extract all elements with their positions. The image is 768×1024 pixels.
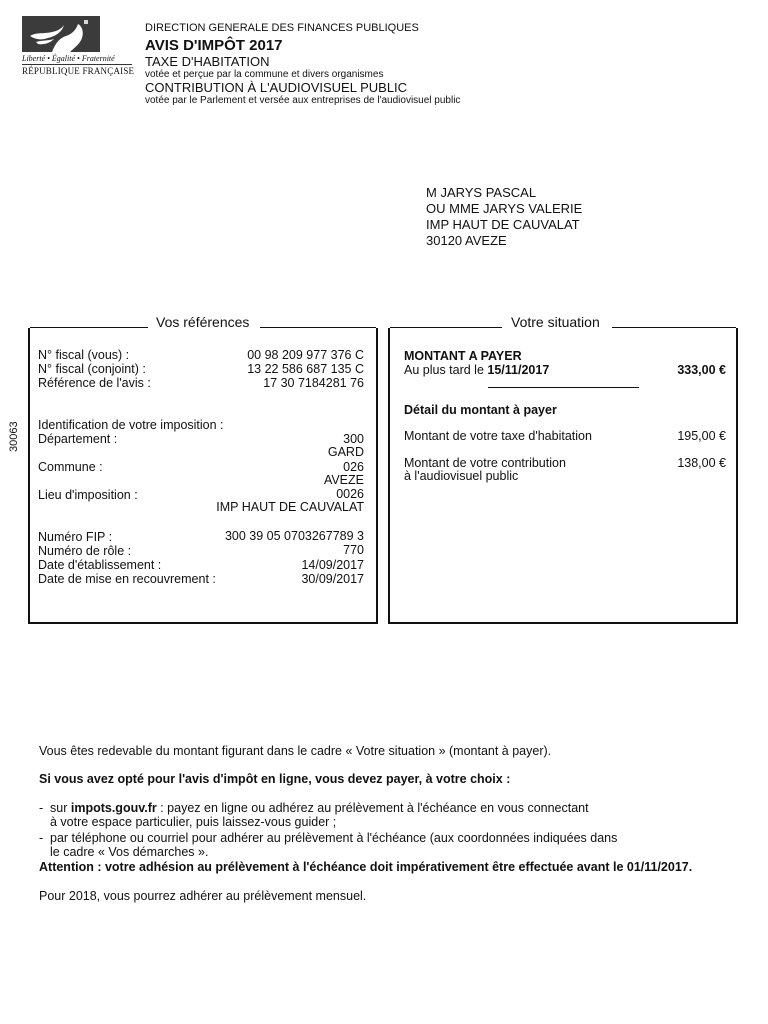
fiscal-you-value: 00 98 209 977 376 C bbox=[247, 348, 364, 362]
recouv-value: 30/09/2017 bbox=[301, 572, 364, 586]
th-label: Montant de votre taxe d'habitation bbox=[404, 429, 592, 443]
monthly-paragraph: Pour 2018, vous pourrez adhérer au prélèvement mensuel. bbox=[39, 889, 367, 903]
address-line: 30120 AVEZE bbox=[426, 233, 507, 248]
redevable-paragraph: Vous êtes redevable du montant figurant dans le cadre « Votre situation » (montant à payer). bbox=[39, 744, 552, 758]
logo-motto: Liberté • Égalité • Fraternité bbox=[22, 54, 115, 63]
direction-name: DIRECTION GENERALE DES FINANCES PUBLIQUES bbox=[145, 22, 419, 34]
fiscal-you-label: N° fiscal (vous) : bbox=[38, 348, 130, 362]
department-label: Département : bbox=[38, 432, 118, 446]
page-title: AVIS D'IMPÔT 2017 bbox=[145, 37, 283, 54]
bullet-2-cont: le cadre « Vos démarches ». bbox=[50, 845, 209, 859]
reference-value: 17 30 7184281 76 bbox=[263, 376, 364, 390]
fip-value: 300 39 05 0703267789 3 bbox=[224, 529, 364, 543]
commune-name: AVEZE bbox=[323, 473, 364, 487]
etab-label: Date d'établissement : bbox=[38, 558, 162, 572]
side-code: 30063 bbox=[8, 421, 20, 452]
commune-label: Commune : bbox=[38, 460, 103, 474]
address-line: IMP HAUT DE CAUVALAT bbox=[426, 217, 580, 232]
th-amount: 195,00 € bbox=[677, 429, 726, 443]
republique-francaise-logo bbox=[22, 16, 135, 76]
due-date: 15/11/2017 bbox=[487, 363, 550, 377]
impots-link[interactable]: impots.gouv.fr bbox=[70, 801, 157, 815]
bullet-1 bbox=[50, 801, 589, 815]
recouv-label: Date de mise en recouvrement : bbox=[38, 572, 216, 586]
bullet-1-pre: sur bbox=[50, 801, 68, 815]
etab-value: 14/09/2017 bbox=[301, 558, 364, 572]
department-name: GARD bbox=[327, 445, 364, 459]
online-choice-paragraph: Si vous avez opté pour l'avis d'impôt en ligne, vous devez payer, à votre choix : bbox=[39, 772, 511, 786]
bullet-1-dash: - bbox=[39, 801, 44, 815]
cap-label-2: à l'audiovisuel public bbox=[404, 469, 519, 483]
recipient-address bbox=[426, 185, 582, 249]
detail-heading: Détail du montant à payer bbox=[404, 403, 557, 417]
fip-label: Numéro FIP : bbox=[38, 530, 113, 544]
document-header bbox=[145, 22, 460, 106]
amount-heading: MONTANT A PAYER bbox=[404, 349, 522, 363]
lieu-name: IMP HAUT DE CAUVALAT bbox=[216, 500, 364, 514]
logo-name: RÉPUBLIQUE FRANÇAISE bbox=[22, 66, 135, 76]
bullet-2: par téléphone ou courriel pour adhérer au prélèvement à l'échéance (aux coordonnées indiquées dans bbox=[50, 831, 618, 845]
references-title: Vos références bbox=[150, 314, 255, 330]
cap-label-1: Montant de votre contribution bbox=[404, 456, 566, 470]
amount-underline bbox=[488, 387, 639, 388]
fiscal-spouse-value: 13 22 586 687 135 C bbox=[247, 362, 364, 376]
lieu-label: Lieu d'imposition : bbox=[38, 488, 138, 502]
identification-label: Identification de votre imposition : bbox=[38, 418, 224, 432]
tax-note: votée et perçue par la commune et divers organismes bbox=[145, 69, 384, 80]
situation-title: Votre situation bbox=[505, 314, 606, 330]
due-prefix: Au plus tard le bbox=[404, 363, 484, 377]
due-date-line bbox=[404, 363, 549, 377]
lieu-code: 0026 bbox=[336, 487, 364, 501]
tax-name: TAXE D'HABITATION bbox=[145, 54, 270, 69]
total-amount: 333,00 € bbox=[677, 363, 726, 377]
commune-code: 026 bbox=[343, 460, 364, 474]
reference-label: Référence de l'avis : bbox=[38, 376, 151, 390]
marianne-emblem bbox=[22, 16, 100, 52]
bullet-1-post: : payez en ligne ou adhérez au prélèvement à l'échéance en vous connectant bbox=[160, 801, 589, 815]
address-line: M JARYS PASCAL bbox=[426, 185, 537, 200]
bullet-2-dash: - bbox=[39, 831, 44, 845]
role-value: 770 bbox=[343, 543, 364, 557]
role-label: Numéro de rôle : bbox=[38, 544, 132, 558]
address-line: OU MME JARYS VALERIE bbox=[426, 201, 583, 216]
contribution-note: votée par le Parlement et versée aux entreprises de l'audiovisuel public bbox=[145, 95, 461, 106]
attention-notice: Attention : votre adhésion au prélèvement à l'échéance doit impérativement être effectuée avant le 01/11/2017. bbox=[39, 860, 693, 874]
contribution-name: CONTRIBUTION À L'AUDIOVISUEL PUBLIC bbox=[145, 80, 408, 95]
bullet-1-cont: à votre espace particulier, puis laissez-vous guider ; bbox=[50, 815, 337, 829]
cap-amount: 138,00 € bbox=[677, 456, 726, 470]
department-code: 300 bbox=[343, 432, 364, 446]
fiscal-spouse-label: N° fiscal (conjoint) : bbox=[38, 362, 146, 376]
